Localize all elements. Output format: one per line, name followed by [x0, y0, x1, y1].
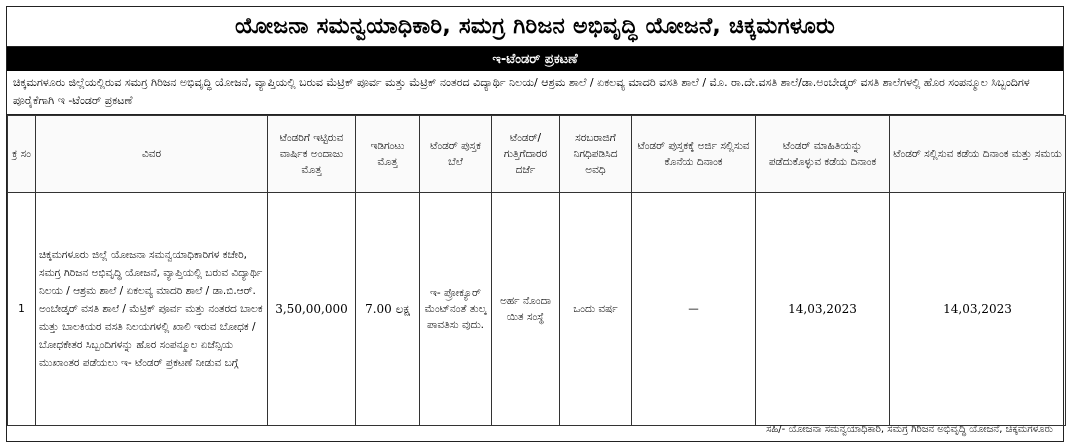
- cell-class: ಅರ್ಹ ನೊಂದಾ ಯಿತ ಸಂಸ್ಥೆ: [492, 193, 560, 426]
- notice-title: ಯೋಜನಾ ಸಮನ್ವಯಾಧಿಕಾರಿ, ಸಮಗ್ರ ಗಿರಿಜನ ಅಭಿವೃದ್ಧಿ ಯೋಜನೆ, ಚಿಕ್ಕಮಗಳೂರು: [7, 7, 1063, 47]
- header-details: ವಿವರ: [36, 116, 268, 193]
- header-apply-last: ಟೆಂಡರ್ ಪುಸ್ತಕಕ್ಕೆ ಅರ್ಜಿ ಸಲ್ಲಿಸುವ ಕೊನೆಯ ದಿನಾಂಕ: [632, 116, 756, 193]
- cell-emd: 7.00 ಲಕ್ಷ: [356, 193, 420, 426]
- cell-fee: ಇ- ಪ್ರೋಕ್ಯೂರ್ ಮೆಂಟ್‌ನಂತೆ ತುಲ್ಕ ಪಾವತಿಸು ವುದು.: [420, 193, 492, 426]
- header-class: ಟೆಂಡರ್/ ಗುತ್ತಿಗೆದಾರರ ದರ್ಜೆ: [492, 116, 560, 193]
- header-serial: ಕ್ರ ಸಂ: [8, 116, 36, 193]
- tender-notice: [6, 6, 1064, 442]
- header-period: ಸರಬರಾಜಿಗೆ ನಿಗಧಿಪಡಿಸಿದ ಅವಧಿ: [560, 116, 632, 193]
- signature-line: ಸಹಿ/- ಯೋಜನಾ ಸಮನ್ವಯಾಧಿಕಾರಿ, ಸಮಗ್ರ ಗಿರಿಜನ ಅಭಿವೃದ್ಧಿ ಯೋಜನೆ, ಚಿಕ್ಕಮಗಳೂರು: [766, 424, 1053, 435]
- notice-description: ಚಿಕ್ಕಮಗಳೂರು ಜಿಲ್ಲೆಯಲ್ಲಿರುವ ಸಮಗ್ರ ಗಿರಿಜನ ಅಭಿವೃದ್ಧಿ ಯೋಜನೆ, ವ್ಯಾಪ್ತಿಯಲ್ಲಿ ಬರುವ ಮೆಟ್ರಿಕ್ ಪೂರ್ವ ಮತ್ತು ಮೆಟ್ರಿಕ್ ನಂತರದ ವಿದ್ಯಾರ್ಥಿ ನಿಲಯ/ ಆಶ್ರಮ ಶಾಲೆ / ಏಕಲವ್ಯ ಮಾದರಿ ವಸತಿ ಶಾಲೆ / ಮೊ. ರಾ.ದೇ.ವಸತಿ ಶಾಲೆ/ಡಾ.ಅಂಬೇಡ್ಕರ್ ವಸತಿ ಶಾಲೆಗಳಲ್ಲಿ ಹೊರ ಸಂಪನ್ಮೂಲ ಸಿಬ್ಬಂದಿಗಳ ಪೂರೈಕೆಗಾಗಿ ಇ -ಟೆಂಡರ್ ಪ್ರಕಟಣೆ: [7, 71, 1063, 115]
- cell-serial: 1: [8, 193, 36, 426]
- table-row: [8, 193, 1066, 426]
- header-download-last: ಟೆಂಡರ್ ಮಾಹಿತಿಯನ್ನು ಪಡೆದುಕೊಳ್ಳುವ ಕಡೆಯ ದಿನಾಂಕ: [756, 116, 890, 193]
- cell-period: ಒಂದು ವರ್ಷ: [560, 193, 632, 426]
- cell-download-last: 14,03,2023: [756, 193, 890, 426]
- header-submit-last: ಟೆಂಡರ್ ಸಲ್ಲಿಸುವ ಕಡೆಯ ದಿನಾಂಕ ಮತ್ತು ಸಮಯ: [890, 116, 1066, 193]
- header-fee: ಟೆಂಡರ್ ಪುಸ್ತಕ ಬೆಲೆ: [420, 116, 492, 193]
- cell-estimate: 3,50,00,000: [268, 193, 356, 426]
- header-estimate: ಟೆಂಡರಿಗೆ ಇಟ್ಟಿರುವ ವಾರ್ಷಿಕ ಅಂದಾಜು ಮೊತ್ತ: [268, 116, 356, 193]
- tender-table: [7, 115, 1066, 426]
- cell-details: ಚಿಕ್ಕಮಗಳೂರು ಜಿಲ್ಲೆ ಯೋಜನಾ ಸಮನ್ವಯಾಧಿಕಾರಿಗಳ ಕಚೇರಿ, ಸಮಗ್ರ ಗಿರಿಜನ ಅಭಿವೃದ್ಧಿ ಯೋಜನೆ, ವ್ಯಾಪ್ತಿಯಲ್ಲಿ ಬರುವ ವಿದ್ಯಾರ್ಥಿ ನಿಲಯ / ಆಶ್ರಮ ಶಾಲೆ / ಏಕಲವ್ಯ ಮಾದರಿ ಶಾಲೆ / ಡಾ.ಬಿ.ಆರ್. ಅಂಬೇಡ್ಕರ್ ವಸತಿ ಶಾಲೆ / ಮೆಟ್ರಿಕ್ ಪೂರ್ವ ಮತ್ತು ನಂತರದ ಬಾಲಕ ಮತ್ತು ಬಾಲಕಿಯರ ವಸತಿ ನಿಲಯಗಳಲ್ಲಿ ಖಾಲಿ ಇರುವ ಬೋಧಕ / ಬೋಧಕೇತರ ಸಿಬ್ಬಂದಿಗಳನ್ನು ಹೊರ ಸಂಪನ್ಮೂಲ ಏಜೆನ್ಸಿಯ ಮುಖಾಂತರ ಪಡೆಯಲು ಇ- ಟೆಂಡರ್ ಪ್ರಕಟಣೆ ನೀಡುವ ಬಗ್ಗೆ: [36, 193, 268, 426]
- header-emd: ಇಡಿಗಂಟು ಮೊತ್ತ: [356, 116, 420, 193]
- notice-banner: ಇ-ಟೆಂಡರ್ ಪ್ರಕಟಣೆ: [7, 47, 1063, 71]
- table-header-row: [8, 116, 1066, 193]
- cell-apply-last: —: [632, 193, 756, 426]
- cell-submit-last: 14,03,2023: [890, 193, 1066, 426]
